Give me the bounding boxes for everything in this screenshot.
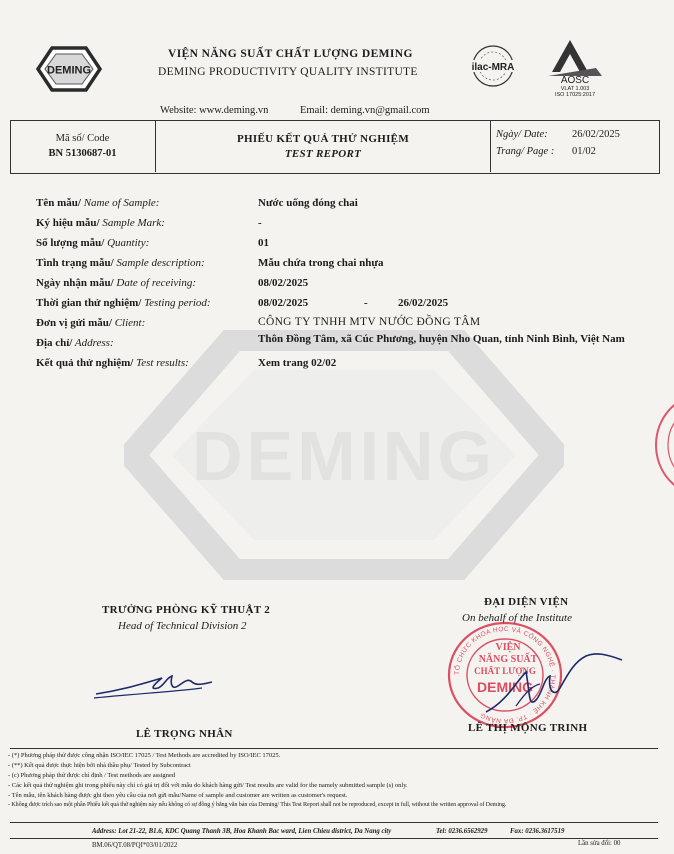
report-header-box — [10, 120, 660, 174]
field-label-testing-period: Thời gian thử nghiệm/ Testing period: — [36, 297, 211, 309]
field-value-quantity: 01 — [258, 237, 269, 249]
report-title-vn: PHIẾU KẾT QUẢ THỬ NGHIỆM — [236, 133, 410, 145]
aosc-logo — [540, 38, 610, 98]
field-value-test-results: Xem trang 02/02 — [258, 357, 337, 369]
field-label-sample-mark: Ký hiệu mẫu/ Sample Mark: — [36, 217, 165, 229]
field-value-address: Thôn Đồng Tâm, xã Cúc Phương, huyện Nho Quan, tỉnh Ninh Bình, Việt Nam — [258, 333, 625, 345]
right-signer-subtitle: On behalf of the Institute — [462, 612, 572, 624]
deming-watermark — [124, 330, 564, 580]
date-value: 26/02/2025 — [572, 129, 620, 140]
field-value-sample-description: Mẫu chứa trong chai nhựa — [258, 257, 384, 269]
left-signer-name: LÊ TRỌNG NHÂN — [136, 728, 233, 740]
footer-address: Address: Lot 21-22, B1.6, KDC Quang Thanh 3B, Hoa Khanh Bac ward, Lien Chieu district, Da Nang city — [92, 828, 392, 835]
page-value: 01/02 — [572, 146, 596, 157]
ilac-mra-logo — [458, 44, 528, 90]
page-label: Trang/ Page : — [496, 146, 555, 157]
email-text: Email: deming.vn@gmail.com — [300, 105, 430, 116]
right-signer-title: ĐẠI DIỆN VIỆN — [484, 596, 569, 608]
stamp-line-1: VIỆN — [495, 642, 521, 653]
field-label-client: Đơn vị gửi mẫu/ Client: — [36, 317, 146, 329]
field-value-client: CÔNG TY TNHH MTV NƯỚC ĐỒNG TÂM — [258, 316, 481, 328]
code-value: BN 5130687-01 — [48, 148, 117, 159]
date-label: Ngày/ Date: — [496, 129, 548, 140]
aosc-text: AOSC — [560, 75, 590, 86]
watermark-text: DEMING — [192, 417, 496, 495]
stamp-ring-text: TỔ CHỨC KHOA HỌC VÀ CÔNG NGHỆ · THÀNH KHÊ · TP. ĐÀ NẴNG — [453, 625, 557, 725]
field-value-name-of-sample: Nước uống đóng chai — [258, 197, 358, 209]
footnote: - Các kết quả thử nghiệm ghi trong phiếu này chỉ có giá trị đối với mẫu do khách hàng gửi/ Test results are valid for the namely submitted sample (s) only. — [8, 782, 408, 789]
ilac-mra-text: ilac-MRA — [471, 62, 515, 73]
left-signer-title: TRƯỞNG PHÒNG KỸ THUẬT 2 — [102, 604, 271, 616]
footer-form-code: BM.06/QT.08/PQI*03/01/2022 — [92, 842, 178, 849]
right-signer-name: LÊ THỊ MỘNG TRINH — [468, 722, 588, 734]
institute-name-en: DEMING PRODUCTIVITY QUALITY INSTITUTE — [158, 66, 418, 78]
report-title-en: TEST REPORT — [284, 148, 362, 160]
deming-logo — [36, 44, 102, 94]
field-label-name-of-sample: Tên mẫu/ Name of Sample: — [36, 197, 160, 209]
field-value-date-of-receiving: 08/02/2025 — [258, 277, 309, 289]
footnote: - (c) Phương pháp thử được chỉ định / Test methods are assigned — [8, 772, 176, 779]
footnote: - (*) Phương pháp thử được công nhận ISO/IEC 17025 / Test Methods are accredited by ISO/IEC 17025. — [8, 752, 281, 759]
field-value-testing-period-end: 26/02/2025 — [398, 297, 449, 309]
footnotes-divider — [10, 748, 658, 749]
field-label-date-of-receiving: Ngày nhận mẫu/ Date of receiving: — [36, 277, 197, 289]
deming-logo-text: DEMING — [47, 64, 91, 77]
footer-edition: Lần sửa đổi: 00 — [578, 840, 621, 847]
footnote: - Tên mẫu, tên khách hàng được ghi theo yêu cầu của nơi gửi mẫu/Name of sample and customer are written as customer's request. — [8, 792, 348, 799]
footer-divider — [10, 822, 658, 823]
testing-period-separator: - — [364, 297, 368, 309]
field-label-quantity: Số lượng mẫu/ Quantity: — [36, 237, 150, 249]
footnote: - Không được trích sao một phần Phiếu kết quả thử nghiệm này nếu không có sự đồng ý bằng văn bản của Deming/ This Test Report shall not be reproduced, except in full, without the written approval of Deming. — [8, 802, 507, 808]
field-label-address: Địa chỉ/ Address: — [36, 337, 114, 349]
stamp-line-2: NĂNG SUẤT — [478, 654, 538, 665]
left-signature — [92, 664, 242, 704]
footnote: - (**) Kết quả được thực hiện bởi nhà thầu phụ/ Tested by Subcontract — [8, 762, 191, 769]
aosc-vlat: VLAT 1.003 — [560, 86, 590, 92]
stamp-line-3: CHẤT LƯỢNG — [474, 666, 536, 676]
edge-stamp — [652, 390, 674, 500]
field-label-sample-description: Tình trạng mẫu/ Sample description: — [36, 257, 205, 269]
footer-fax: Fax: 0236.3617519 — [510, 828, 565, 835]
institute-name-vn: VIỆN NĂNG SUẤT CHẤT LƯỢNG DEMING — [168, 48, 413, 60]
footer-tel: Tel: 0236.6562929 — [436, 828, 488, 835]
website-text: Website: www.deming.vn — [160, 105, 269, 116]
code-label: Mã số/ Code — [55, 133, 110, 144]
aosc-iso: ISO 17025:2017 — [554, 92, 596, 98]
field-value-sample-mark: - — [258, 217, 262, 229]
header-divider — [490, 120, 491, 172]
right-signature — [456, 642, 626, 722]
header-divider — [155, 120, 156, 172]
field-label-test-results: Kết quả thử nghiệm/ Test results: — [36, 357, 189, 369]
footer-divider — [10, 838, 658, 839]
field-value-testing-period-start: 08/02/2025 — [258, 297, 309, 309]
left-signer-subtitle: Head of Technical Division 2 — [118, 620, 247, 632]
stamp-line-4: DEMING — [477, 679, 533, 695]
